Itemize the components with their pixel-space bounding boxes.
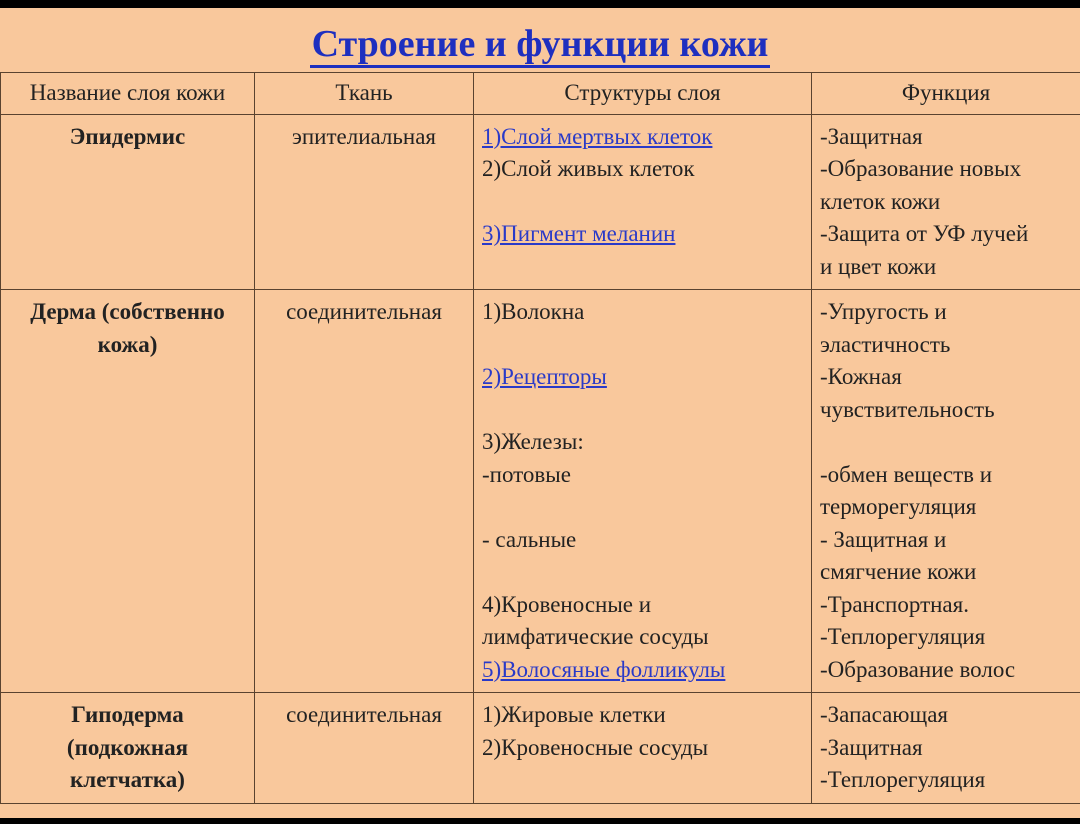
slide-title xyxy=(0,20,1080,72)
function-item: -Защитная xyxy=(820,123,923,149)
tissue-cell: соединительная xyxy=(255,290,474,693)
function-item: -Запасающая xyxy=(820,702,948,727)
function-item: смягчение кожи xyxy=(820,559,977,584)
layer-cell: Гиподерма (подкожная клетчатка) xyxy=(1,693,255,804)
table-row-dermis xyxy=(1,290,1080,693)
functions-cell xyxy=(812,290,1080,693)
function-item: -Защитная xyxy=(820,734,923,760)
header-structures: Структуры слоя xyxy=(474,73,812,115)
structure-item: лимфатические сосуды xyxy=(482,624,709,649)
functions-cell xyxy=(812,114,1080,290)
function-item: чувствительность xyxy=(820,396,995,422)
header-tissue: Ткань xyxy=(255,73,474,115)
functions-cell xyxy=(812,693,1080,804)
header-layer-name: Название слоя кожи xyxy=(1,73,255,115)
structure-item: 3)Железы: xyxy=(482,429,584,454)
structure-item: 4)Кровеносные и xyxy=(482,591,652,617)
header-function: Функция xyxy=(812,73,1080,115)
function-item: эластичность xyxy=(820,331,951,357)
structure-link[interactable]: 5)Волосяные фолликулы xyxy=(482,656,726,682)
structure-item: -потовые xyxy=(482,461,571,487)
function-item: -Теплорегуляция xyxy=(820,767,986,792)
table-row-hypodermis xyxy=(1,693,1080,804)
structure-item: 1)Жировые клетки xyxy=(482,702,666,727)
function-item: - Защитная и xyxy=(820,526,947,552)
structures-cell xyxy=(474,114,812,290)
structure-item: 2)Слой живых клеток xyxy=(482,156,695,181)
structures-cell xyxy=(474,290,812,693)
function-item: -Теплорегуляция xyxy=(820,624,986,649)
slide xyxy=(0,8,1080,818)
tissue-cell: эпителиальная xyxy=(255,114,474,290)
function-item: -Кожная xyxy=(820,364,902,389)
table-row-epidermis xyxy=(1,114,1080,290)
structure-item: - сальные xyxy=(482,526,577,552)
function-item: -Образование волос xyxy=(820,656,1016,682)
function-item: -обмен веществ и xyxy=(820,461,993,487)
tissue-cell: соединительная xyxy=(255,693,474,804)
layer-cell: Эпидермис xyxy=(1,114,255,290)
structure-link[interactable]: 3)Пигмент меланин xyxy=(482,221,676,246)
slide-title-text: Строение и функции кожи xyxy=(310,23,771,68)
function-item: -Образование новых xyxy=(820,156,1022,181)
structure-link[interactable]: 1)Слой мертвых клеток xyxy=(482,123,713,149)
skin-structure-table xyxy=(0,72,1080,804)
structure-item: 1)Волокна xyxy=(482,299,585,324)
layer-cell: Дерма (собственно кожа) xyxy=(1,290,255,693)
structure-item: 2)Кровеносные сосуды xyxy=(482,734,709,760)
function-item: -Защита от УФ лучей xyxy=(820,221,1029,246)
function-item: и цвет кожи xyxy=(820,253,937,279)
function-item: терморегуляция xyxy=(820,494,977,519)
function-item: -Упругость и xyxy=(820,299,947,324)
function-item: -Транспортная. xyxy=(820,591,969,617)
header-row xyxy=(1,73,1080,115)
structures-cell xyxy=(474,693,812,804)
structure-link[interactable]: 2)Рецепторы xyxy=(482,364,607,389)
function-item: клеток кожи xyxy=(820,188,941,214)
